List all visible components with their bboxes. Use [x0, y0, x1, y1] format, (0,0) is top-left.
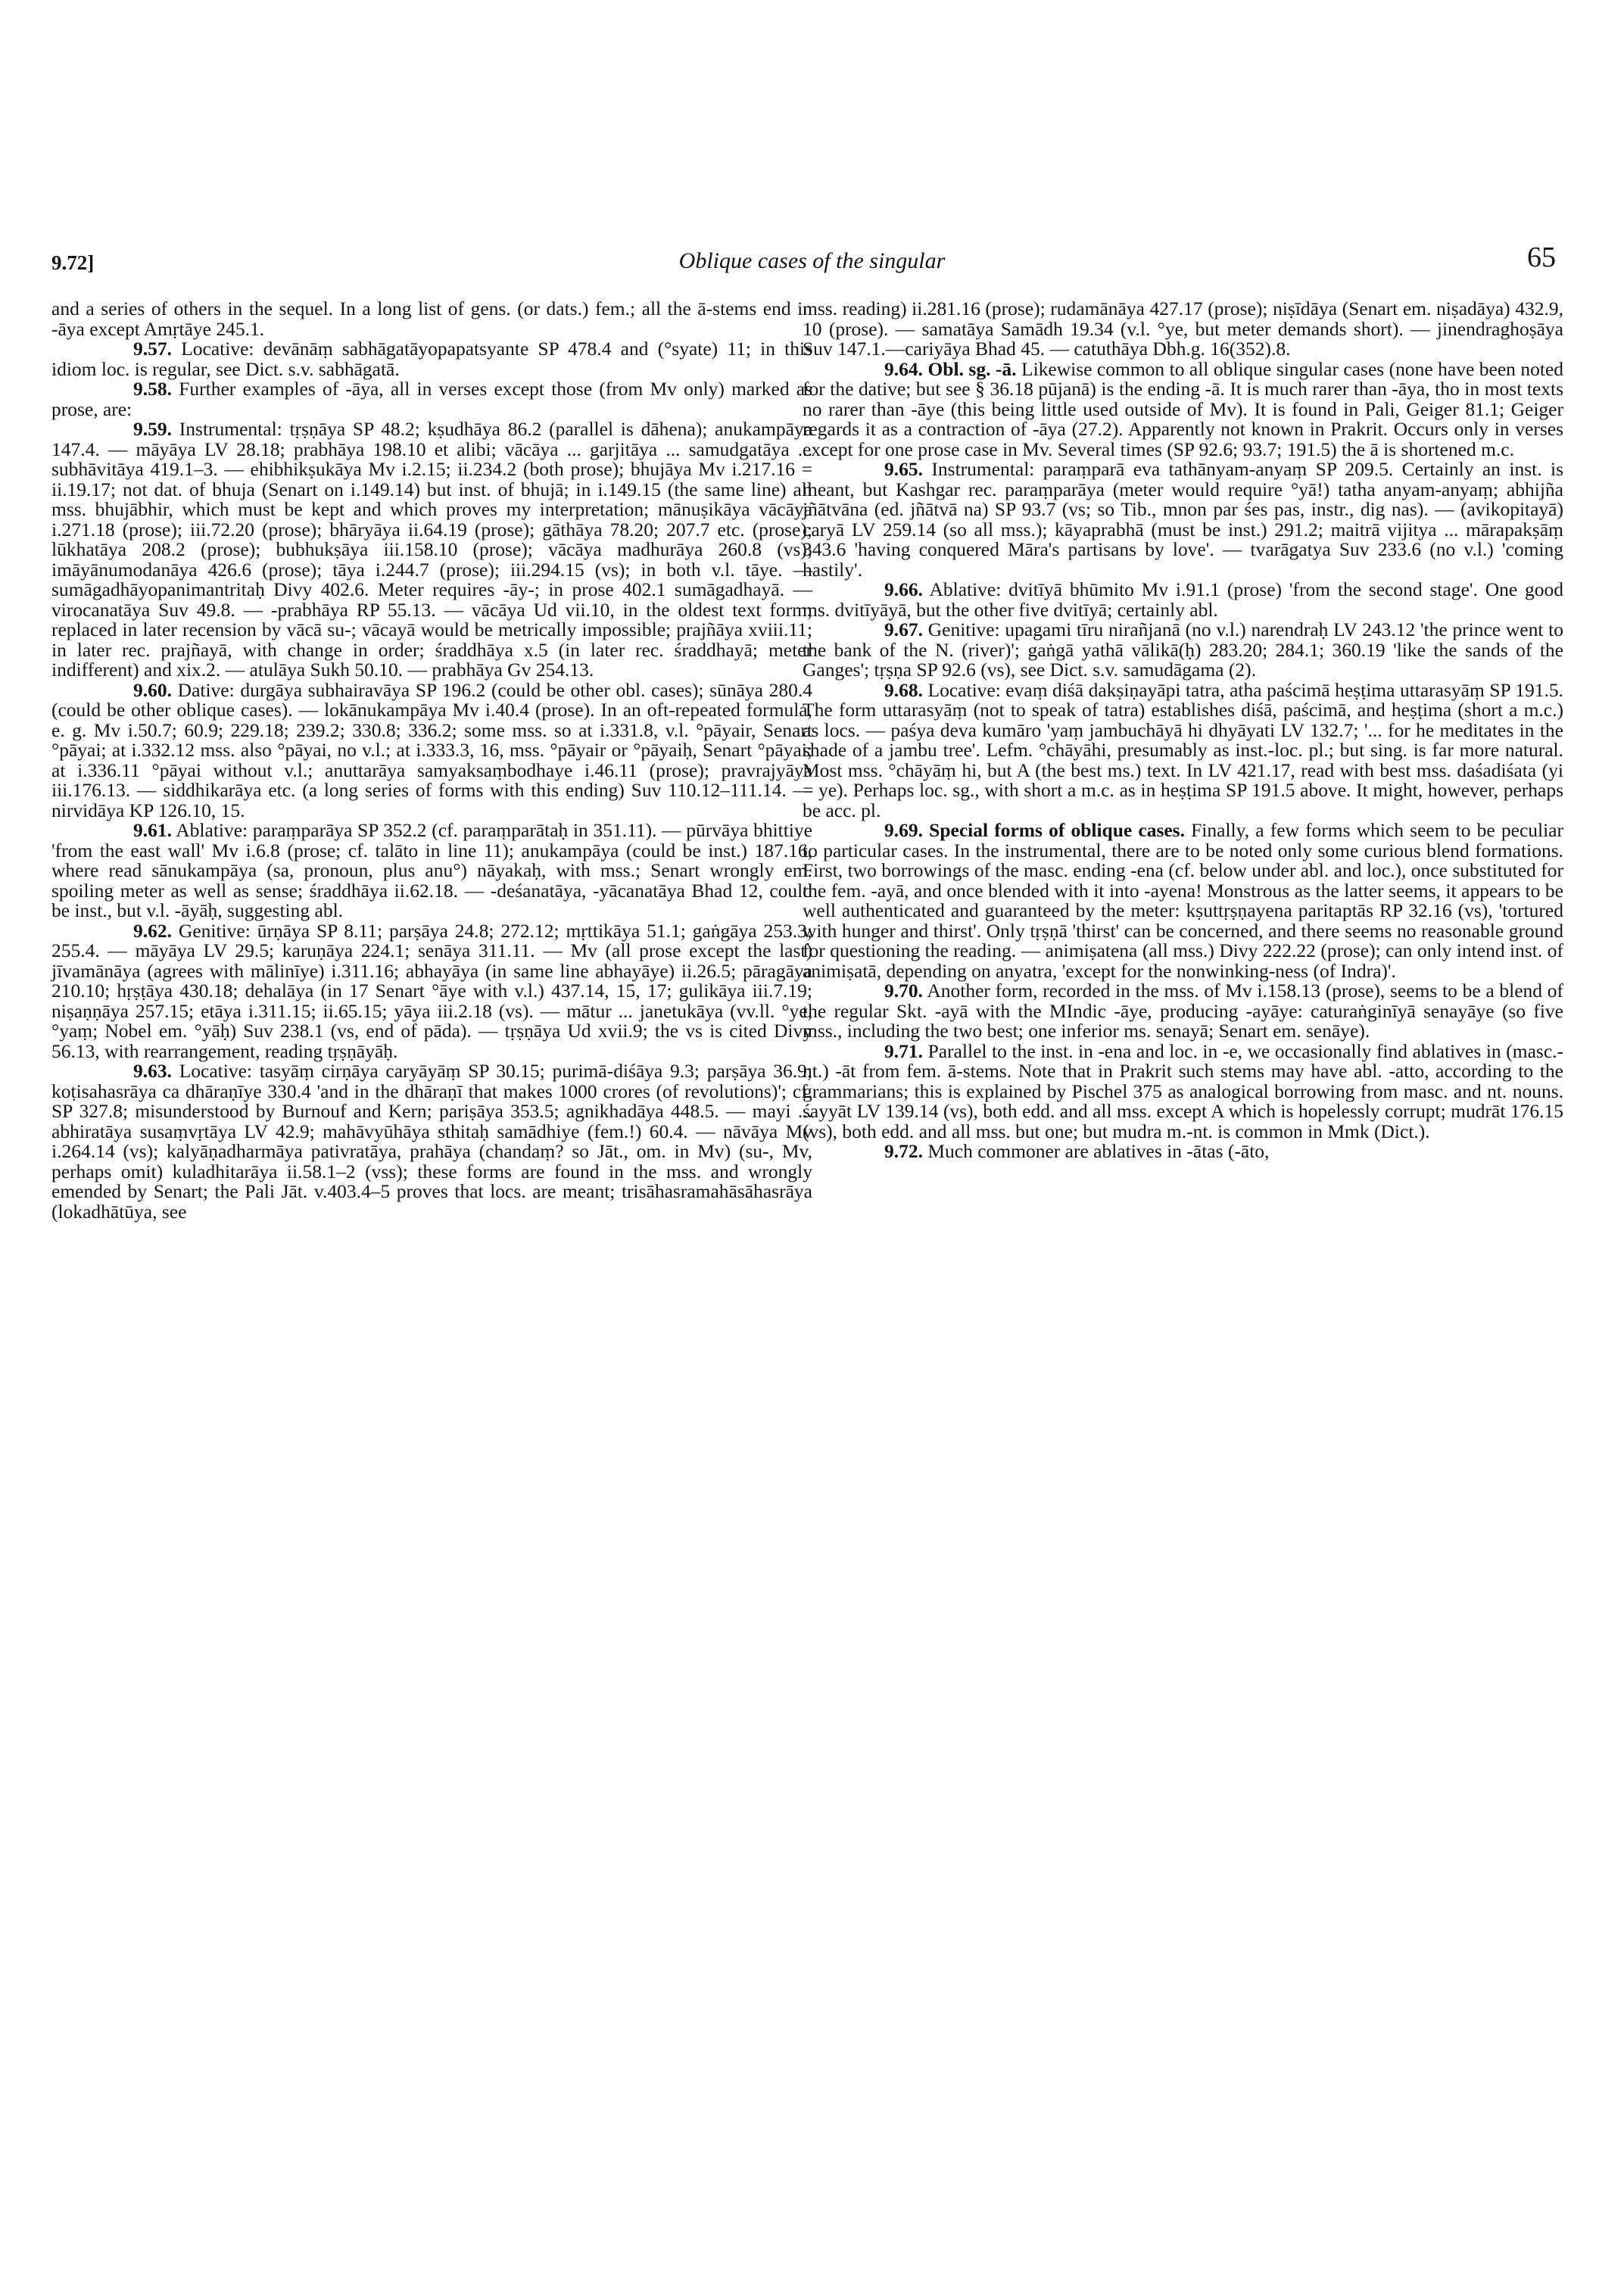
paragraph-text: Instrumental: paraṃparā eva tathānyam-anyaṃ SP 209.5. Certainly an inst. is meant, but Kashgar rec. paraṃparāya (meter would require °yā!) tatha anyam-anyaṃ; abhijña jñātvāna (ed. jñātvā na) SP 93.7 (vs; so Tib., mnon par śes pas, instr., dig nas). — (avikopitayā) caryā LV 259.14 (so all mss.); kāyaprabhā (must be inst.) 291.2; maitrā vijitya ... mārapakṣāṃ 343.6 'having conquered Māra's partisans by love'. — tvarāgatya Suv 233.6 (no v.l.) 'coming hastily'.: [803, 458, 1564, 581]
section-number: 9.64.: [884, 357, 923, 380]
paragraph-text: Locative: devānāṃ sabhāgatāyopapatsyante SP 478.4 and (°syate) 11; in this idiom loc. is regular, see Dict. s.v. sabhāgatā.: [51, 338, 812, 380]
section-paragraph: [51, 678, 812, 821]
section-number: 9.68.: [884, 678, 923, 701]
page-number: 65: [1527, 241, 1556, 273]
section-paragraph: [803, 981, 1563, 1042]
section-number: 9.63.: [133, 1060, 172, 1082]
paragraph-text: Finally, a few forms which seem to be peculiar to particular cases. In the instrumental, there are to be noted only some curious blend formations. First, two borrowings of the masc. ending -ena (cf. below under abl. and loc.), once substituted for the fem. -ayā, and once blended with it into -ayena! Monstrous as the latter seems, it appears to be well authenticated and guaranteed by the meter: kṣuttṛṣṇayena paritaptās RP 32.16 (vs), 'tortured with hunger and thirst'. Only tṛṣṇā 'thirst' can be concerned, and there seems no reasonable ground for questioning the reading. — animiṣatena (all mss.) Divy 222.22 (prose); can only intend inst. of animiṣatā, depending on anyatra, 'except for the nonwinking-ness (of Indra)'.: [803, 819, 1563, 982]
section-number: 9.57.: [133, 338, 172, 360]
section-paragraph: [51, 921, 812, 1062]
section-number: 9.65.: [884, 458, 923, 480]
paragraph-text: Dative: durgāya subhairavāya SP 196.2 (could be other obl. cases); sūnāya 280.4 (could be other oblique cases). — lokānukampāya Mv i.40.4 (prose). In an oft-repeated formula, e. g. Mv i.50.7; 60.9; 229.18; 239.2; 330.8; 336.2; some mss. so at i.331.8, v.l. °pāyair, Senart °pāyai; at i.332.12 mss. also °pāyai, no v.l.; at i.333.3, 16, mss. °pāyair or °pāyaiḥ, Senart °pāyai; at i.336.11 °pāyai without v.l.; anuttarāya samyaksaṃbodhaye i.46.11 (prose); pravrajyāya iii.176.13. — siddhikarāya etc. (a long series of forms with this ending) Suv 110.12–111.14. — nirvidāya KP 126.10, 15.: [51, 678, 812, 821]
running-title: Oblique cases of the singular: [678, 248, 946, 273]
right-column: [803, 299, 1563, 1162]
paragraph-text: Much commoner are ablatives in -ātas (-āto,: [927, 1140, 1270, 1162]
paragraph-text: Instrumental: tṛṣṇāya SP 48.2; kṣudhāya 86.2 (parallel is dāhena); anukampāya 147.4. — māyāya LV 28.18; prabhāya 198.10 et alibi; vācāya ... garjitāya ... samudgatāya ... subhāvitāya 419.1–3. — ehibhikṣukāya Mv i.2.15; ii.234.2 (both prose); bhujāya Mv i.217.16 = ii.19.17; not dat. of bhuja (Senart on i.149.14) but inst. of bhujā; in i.149.15 (the same line) all mss. bhujābhir, which must be kept and which proves my interpretation; mānuṣikāya vācāya i.271.18 (prose); iii.72.20 (prose); bhāryāya ii.64.19 (prose); gāthāya 78.20; 207.7 etc. (prose); lūkhatāya 208.2 (prose); bubhukṣāya iii.158.10 (prose); vācāya madhurāya 260.8 (vs); imāyānumodanāya 426.6 (prose); tāya i.244.7 (prose); iii.294.15 (vs); in both v.l. tāye. — sumāgadhāyopanimantritaḥ Divy 402.6. Meter requires -āy-; in prose 402.1 sumāgadhayā. — virocanatāya Suv 49.8. — -prabhāya RP 55.13. — vācāya Ud vii.10, in the oldest text form; replaced in later recension by vācā su-; vācayā would be metrically impossible; prajñāya xviii.11; in later rec. prajñayā, with change in order; śraddhāya x.5 (in later rec. śraddhayā; meter indifferent) and xix.2. — atulāya Sukh 50.10. — prabhāya Gv 254.13.: [51, 418, 812, 681]
section-paragraph: [803, 821, 1563, 981]
page-header: [0, 241, 1624, 286]
paragraph-text: Further examples of -āya, all in verses except those (from Mv only) marked as prose, are:: [51, 378, 813, 420]
paragraph-text: and a series of others in the sequel. In a long list of gens. (or dats.) fem.; all the ā-stems end in -āya except Amṛtāye 245.1.: [51, 298, 812, 340]
section-number: 9.70.: [884, 980, 923, 1002]
paragraph-text: Locative: tasyāṃ cirṇāya caryāyāṃ SP 30.15; purimā-diśāya 9.3; parṣāya 36.9; koṭisahasrāya ca dhāraṇīye 330.4 'and in the dhāraṇī that makes 1000 crores (of revolutions)'; cf. SP 327.8; misunderstood by Burnouf and Kern; pariṣāya 353.5; agnikhadāya 448.5. — mayi ... abhiratāya susaṃvṛtāya LV 42.9; mahāvyūhāya sthitaḥ samādhiye (fem.!) 60.4. — nāvāya Mv i.264.14 (vs); kalyāṇadharmāya pativratāya, prahāya (chandaṃ? so Jāt., om. in Mv) (su-, Mv, perhaps omit) kuladhitarāya ii.58.1–2 (vss); these forms are found in the mss. and wrongly emended by Senart; the Pali Jāt. v.403.4–5 proves that locs. are meant; trisāhasramahāsāhasrāya (lokadhātūya, see: [51, 1060, 813, 1223]
section-number: 9.60.: [133, 678, 172, 701]
section-paragraph: [51, 1061, 812, 1222]
paragraph-text: Likewise common to all oblique singular cases (none have been noted for the dative; but see § 36.18 pūjanā) is the ending -ā. It is much rarer than -āya, tho in most texts no rarer than -āye (this being little used outside of Mv). It is found in Pali, Geiger 81.1; Geiger regards it as a contraction of -āya (27.2). Apparently not known in Prakrit. Occurs only in verses except for one prose case in Mv. Several times (SP 92.6; 93.7; 191.5) the ā is shortened m.c.: [803, 357, 1564, 460]
section-paragraph: [803, 357, 1564, 460]
section-paragraph: [51, 379, 812, 419]
section-number: 9.72.: [884, 1140, 923, 1162]
left-column: [51, 299, 812, 1222]
section-number: 9.71.: [884, 1039, 923, 1062]
section-number: 9.67.: [884, 618, 923, 640]
section-paragraph: [51, 419, 812, 681]
section-paragraph: [803, 460, 1563, 580]
section-paragraph: [803, 1039, 1563, 1142]
section-number: 9.62.: [133, 919, 172, 942]
section-paragraph: [803, 580, 1563, 620]
section-heading: Obl. sg. -ā.: [927, 357, 1017, 380]
continued-paragraph: [803, 299, 1563, 360]
section-reference: 9.72]: [51, 251, 95, 274]
section-number: 9.59.: [133, 418, 172, 440]
paragraph-text: Parallel to the inst. in -ena and loc. in -e, we occasionally find ablatives in (masc.-nt.) -āt from fem. ā-stems. Note that in Prakrit such stems may have abl. -atto, according to the grammarians; this is explained by Pischel 375 as analogical borrowing from masc. and nt. nouns. śayyāt LV 139.14 (vs), both edd. and all mss. except A which is hopelessly corrupt; mudrāt 176.15 (vs), both edd. and all mss. but one; but mudra m.-nt. is common in Mmk (Dict.).: [803, 1039, 1563, 1142]
section-number: 9.66.: [884, 578, 923, 600]
paragraph-text: Ablative: paraṃparāya SP 352.2 (cf. paraṃparātaḥ in 351.11). — pūrvāya bhittiye 'from the east wall' Mv i.6.8 (prose; cf. talāto in line 11); anukampāya (could be inst.) 187.16, where read sānukampāya (sa, pronoun, plus anu°) nāyakaḥ, with mss.; Senart wrongly em. spoiling meter as well as sense; śraddhāya ii.62.18. — -deśanatāya, -yācanatāya Bhad 12, could be inst., but v.l. -āyāḥ, suggesting abl.: [51, 819, 812, 921]
section-paragraph: [803, 620, 1563, 681]
section-paragraph: [51, 821, 812, 921]
section-paragraph: [51, 339, 812, 379]
section-number: 9.61.: [133, 819, 172, 841]
section-paragraph: [803, 1142, 1563, 1162]
paragraph-text: Genitive: ūrṇāya SP 8.11; parṣāya 24.8; 272.12; mṛttikāya 51.1; gaṅgāya 253.3; 255.4. — māyāya LV 29.5; karuṇāya 224.1; senāya 311.11. — Mv (all prose except the last) jīvamānāya (agrees with mālinīye) i.311.16; abhayāya (in same line abhayāye) ii.26.5; pāragāya 210.10; hṛṣṭāya 430.18; dehalāya (in 17 Senart °āye with v.l.) 437.14, 15, 17; gulikāya iii.7.19; niṣaṇṇāya 257.15; etāya i.311.15; ii.65.15; yāya iii.2.18 (vs). — mātur ... janetukāya (vv.ll. °ye, °yaṃ; Nobel em. °yāḥ) Suv 238.1 (vs, end of pāda). — tṛṣṇāya Ud xvii.9; the vs is cited Divy 56.13, with rearrangement, reading tṛṣṇāyāḥ.: [51, 919, 812, 1062]
paragraph-text: Genitive: upagami tīru nirañjanā (no v.l.) narendraḥ LV 243.12 'the prince went to the bank of the N. (river)'; gaṅgā yathā vālikā(ḥ) 283.20; 284.1; 360.19 'like the sands of the Ganges'; tṛṣṇa SP 92.6 (vs), see Dict. s.v. samudāgama (2).: [803, 618, 1563, 681]
paragraph-text: Another form, recorded in the mss. of Mv i.158.13 (prose), seems to be a blend of the regular Skt. -ayā with the MIndic -āye, producing -ayāye: caturaṅginīyā senayāye (so five mss., including the two best; one inferior ms. senayā; Senart em. senāye).: [803, 980, 1564, 1042]
section-paragraph: [803, 678, 1563, 821]
continued-paragraph: [51, 299, 812, 339]
section-heading: Special forms of oblique cases.: [929, 819, 1185, 841]
paragraph-text: Locative: evaṃ diśā dakṣiṇayāpi tatra, atha paścimā heṣṭima uttarasyāṃ SP 191.5. The form uttarasyāṃ (not to speak of tatra) establishes diśā, paścimā, and heṣṭima (short a m.c.) as locs. — paśya deva kumāro 'yaṃ jambuchāyā hi dhyāyati LV 132.7; '... for he meditates in the shade of a jambu tree'. Lefm. °chāyāhi, presumably as inst.-loc. pl.; but sing. is far more natural. Most mss. °chāyāṃ hi, but A (the best ms.) text. In LV 421.17, read with best mss. daśadiśata (yi = ye). Perhaps loc. sg., with short a m.c. as in heṣṭima SP 191.5 above. It might, however, perhaps be acc. pl.: [803, 678, 1563, 821]
paragraph-text: mss. reading) ii.281.16 (prose); rudamānāya 427.17 (prose); niṣīdāya (Senart em. niṣadāya) 432.9, 10 (prose). — samatāya Samādh 19.34 (v.l. °ye, but meter demands short). — jinendraghoṣāya Suv 147.1.—cariyāya Bhad 45. — catuthāya Dbh.g. 16(352).8.: [803, 298, 1563, 360]
paragraph-text: Ablative: dvitīyā bhūmito Mv i.91.1 (prose) 'from the second stage'. One good ms. dvitīyāyā, but the other five dvitīyā; certainly abl.: [803, 578, 1564, 621]
section-number: 9.58.: [133, 378, 172, 400]
section-number: 9.69.: [884, 819, 923, 841]
